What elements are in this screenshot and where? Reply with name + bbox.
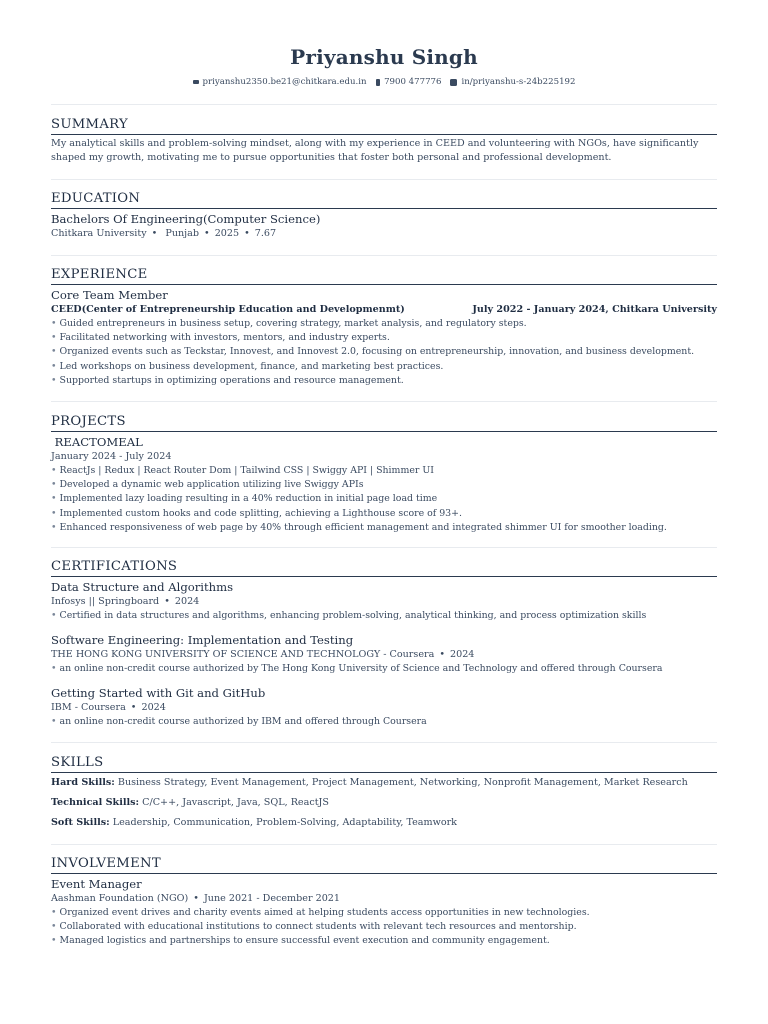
school-place: Punjab (165, 228, 200, 239)
contact-linkedin[interactable] (450, 77, 575, 87)
divider (51, 179, 717, 180)
certification-item (51, 632, 717, 676)
linkedin-icon (450, 79, 457, 86)
technical-skills (51, 793, 717, 813)
soft-skills-label: Soft Skills: (51, 817, 110, 828)
soft-skills-value: Leadership, Communication, Problem-Solving, Adaptability, Teamwork (112, 817, 457, 828)
technical-skills-label: Technical Skills: (51, 797, 140, 808)
certification-issuer: THE HONG KONG UNIVERSITY OF SCIENCE AND TECHNOLOGY - Coursera (51, 649, 435, 661)
involvement-section (51, 856, 717, 949)
experience-org: CEED(Center of Entrepreneurship Education and Developmenmt) (51, 304, 405, 315)
list-item: • Supported startups in optimizing operations and resource management. (51, 374, 717, 388)
project-name: REACTOMEAL (51, 435, 143, 449)
involvement-role: Event Manager (51, 877, 142, 891)
graduation-year: 2025 (214, 228, 240, 239)
divider (51, 401, 717, 402)
contact-email[interactable] (193, 77, 367, 87)
list-item: • Facilitated networking with investors, mentors, and industry experts. (51, 331, 717, 345)
cgpa: 7.67 (254, 228, 277, 239)
soft-skills (51, 813, 717, 833)
list-item: • Organized events such as Teckstar, Innovest, and Innovest 2.0, focusing on entrepreneurship, innovation, and business development. (51, 345, 717, 359)
list-item: • ReactJs | Redux | React Router Dom | Tailwind CSS | Swiggy API | Shimmer UI (51, 464, 717, 478)
hard-skills (51, 773, 717, 793)
education-title: EDUCATION (51, 191, 717, 209)
certification-name: Software Engineering: Implementation and Testing (51, 633, 354, 648)
list-item: • Certified in data structures and algorithms, enhancing problem-solving, analytical thinking, and process optimization skills (51, 609, 717, 623)
certifications-section (51, 559, 717, 730)
certification-issuer: IBM - Coursera (51, 702, 126, 714)
education-details: Chitkara University • Punjab • 2025 • 7.67 (51, 228, 277, 239)
experience-dates: July 2022 - January 2024, Chitkara University (472, 304, 717, 315)
experience-org-row (51, 303, 717, 317)
project-dates: January 2024 - July 2024 (51, 451, 172, 462)
phone-icon (376, 79, 381, 86)
summary-section (51, 117, 717, 165)
list-item: • Led workshops on business development, finance, and marketing best practices. (51, 360, 717, 374)
divider (51, 255, 717, 256)
list-item: • Developed a dynamic web application utilizing live Swiggy APIs (51, 478, 717, 492)
linkedin-text: in/priyanshu-s-24b225192 (461, 77, 576, 87)
list-item: • Enhanced responsiveness of web page by 40% through efficient management and integrated shimmer UI for smoother loading. (51, 521, 717, 535)
certification-year: 2024 (174, 596, 200, 607)
candidate-name: Priyanshu Singh (290, 45, 478, 69)
experience-title: EXPERIENCE (51, 267, 717, 285)
divider (51, 104, 717, 105)
involvement-title: INVOLVEMENT (51, 856, 717, 874)
summary-title: SUMMARY (51, 117, 717, 135)
skills-title: SKILLS (51, 755, 717, 773)
hard-skills-value: Business Strategy, Event Management, Project Management, Networking, Nonprofit Management, Market Research (117, 777, 688, 788)
list-item: • an online non-credit course authorized by The Hong Kong University of Science and Technology and offered through Coursera (51, 662, 717, 676)
degree: Bachelors Of Engineering(Computer Science) (51, 212, 321, 226)
list-item: • Organized event drives and charity events aimed at helping students access opportunities in new technologies. (51, 906, 717, 920)
projects-section (51, 414, 717, 535)
list-item: • Implemented custom hooks and code splitting, achieving a Lighthouse score of 93+. (51, 507, 717, 521)
list-item: • an online non-credit course authorized by IBM and offered through Coursera (51, 715, 717, 729)
skills-section (51, 755, 717, 833)
education-section (51, 191, 717, 241)
list-item: • Collaborated with educational institutions to connect students with relevant tech resources and mentorship. (51, 920, 717, 934)
certification-name: Getting Started with Git and GitHub (51, 686, 266, 701)
hard-skills-label: Hard Skills: (51, 777, 115, 788)
contact-bar (51, 74, 717, 87)
certification-item (51, 685, 717, 729)
certification-year: 2024 (141, 702, 166, 714)
involvement-org: Aashman Foundation (NGO) (51, 893, 189, 904)
phone-text: 7900 477776 (384, 77, 442, 87)
divider (51, 742, 717, 743)
experience-role: Core Team Member (51, 288, 168, 302)
mail-icon (193, 80, 199, 85)
school: Chitkara University (51, 228, 147, 239)
certifications-title: CERTIFICATIONS (51, 559, 717, 577)
involvement-org-row: Aashman Foundation (NGO) • June 2021 - December 2021 (51, 893, 341, 904)
certification-issuer-row: Infosys || Springboard • 2024 (51, 596, 200, 607)
certification-issuer-row: THE HONG KONG UNIVERSITY OF SCIENCE AND TECHNOLOGY - Coursera • 2024 (51, 649, 475, 661)
certification-name: Data Structure and Algorithms (51, 580, 234, 594)
divider (51, 547, 717, 548)
technical-skills-value: C/C++, Javascript, Java, SQL, ReactJS (142, 797, 329, 808)
summary-line-1: My analytical skills and problem-solving mindset, along with my experience in CEED and volunteering with NGOs, have significantly (51, 138, 699, 149)
experience-section (51, 267, 717, 388)
projects-title: PROJECTS (51, 414, 717, 432)
list-item: • Guided entrepreneurs in business setup, covering strategy, market analysis, and regulatory steps. (51, 317, 717, 331)
certification-item (51, 579, 717, 623)
certification-year: 2024 (449, 649, 475, 661)
list-item: • Implemented lazy loading resulting in a 40% reduction in initial page load time (51, 492, 717, 506)
email-text: priyanshu2350.be21@chitkara.edu.in (202, 77, 367, 87)
certification-issuer-row: IBM - Coursera • 2024 (51, 702, 166, 714)
list-item: • Managed logistics and partnerships to ensure successful event execution and community engagement. (51, 934, 717, 948)
divider (51, 844, 717, 845)
summary-line-2: shaped my growth, motivating me to pursue opportunities that foster both personal and professional development. (51, 152, 612, 163)
certification-issuer: Infosys || Springboard (51, 596, 160, 607)
involvement-dates: June 2021 - December 2021 (203, 893, 341, 904)
contact-phone[interactable] (376, 77, 442, 87)
